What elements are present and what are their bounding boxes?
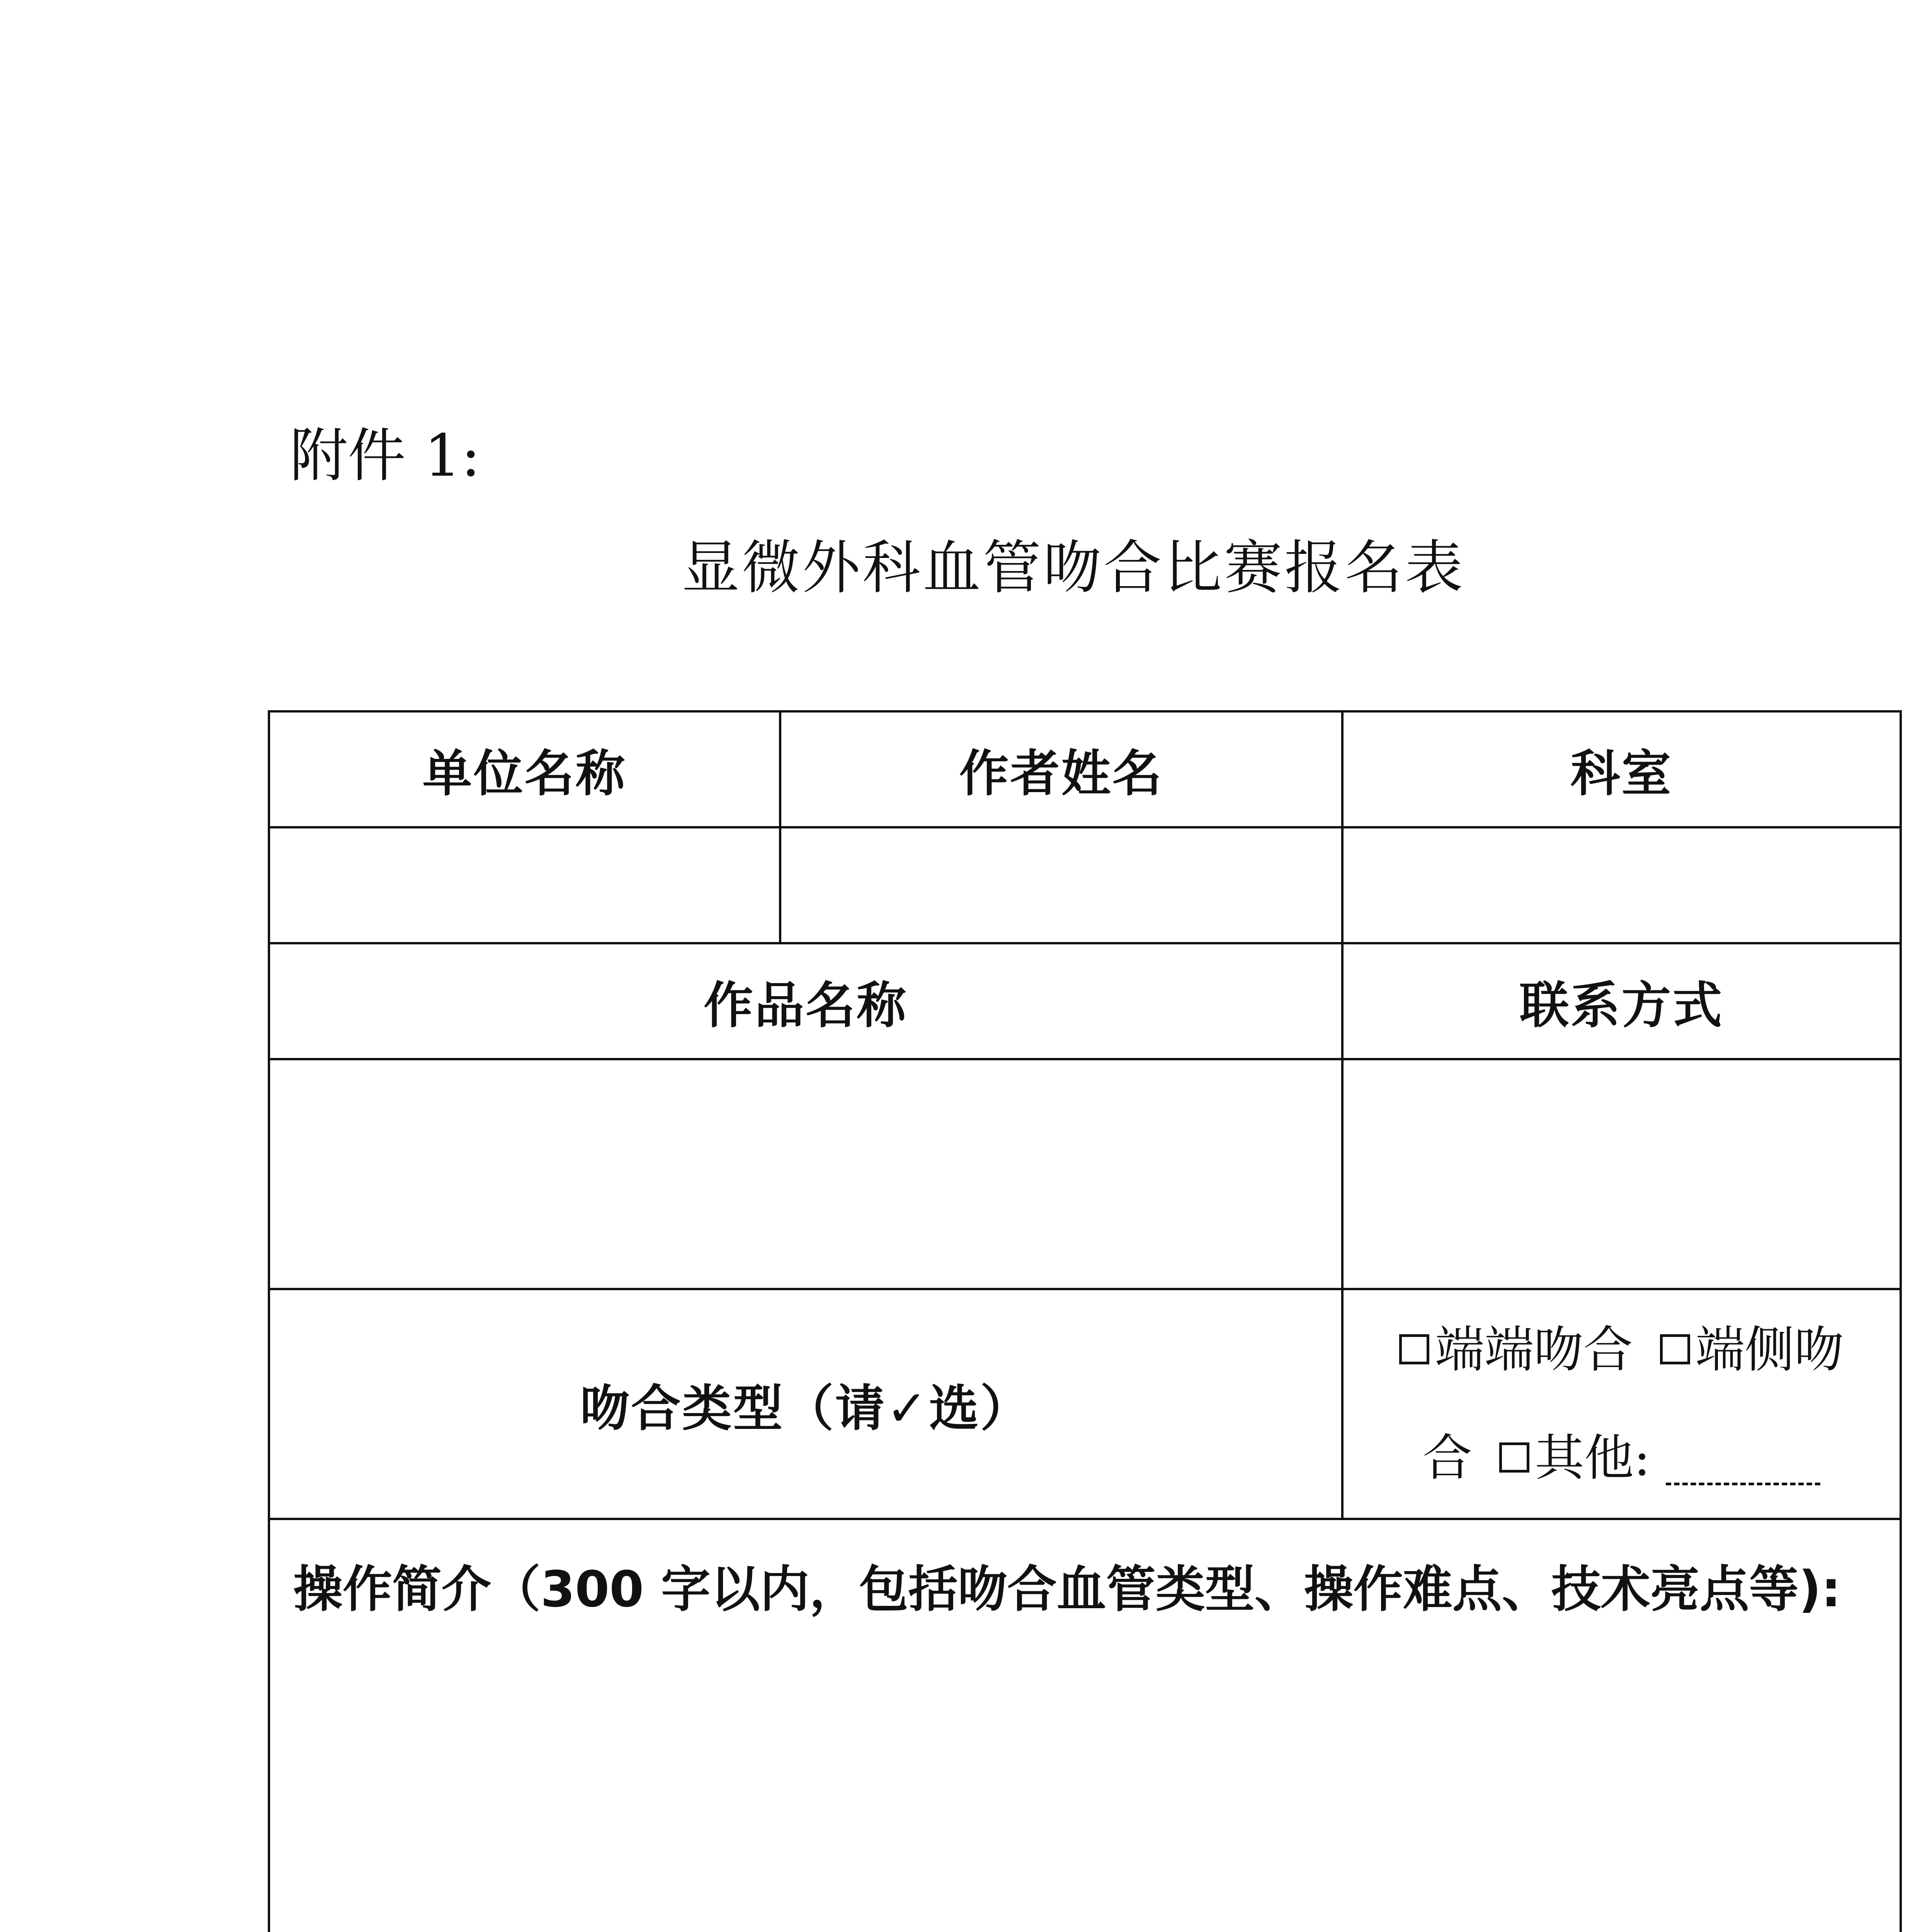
- other-checkbox[interactable]: [1499, 1442, 1529, 1473]
- work-title-header: 作品名称: [269, 943, 1342, 1059]
- anastomosis-type-label: 吻合类型（请✓选）: [269, 1289, 1342, 1519]
- contact-field[interactable]: [1342, 1059, 1901, 1289]
- end-to-side-checkbox[interactable]: [1660, 1334, 1690, 1364]
- end-to-side-label-part2: 合: [1422, 1429, 1472, 1487]
- description-label: 操作简介（300 字以内，包括吻合血管类型、操作难点、技术亮点等):: [293, 1561, 1841, 1618]
- end-to-side-label-part1: 端侧吻: [1695, 1321, 1844, 1379]
- end-to-end-label: 端端吻合: [1435, 1321, 1633, 1379]
- description-row: [269, 1519, 1901, 1932]
- unit-name-field[interactable]: [269, 827, 780, 943]
- other-fill-in-line[interactable]: [1666, 1444, 1820, 1485]
- work-header-row: [269, 943, 1901, 1059]
- author-name-header: 作者姓名: [780, 711, 1342, 827]
- unit-name-header: 单位名称: [269, 711, 780, 827]
- basic-info-input-row: [269, 827, 1901, 943]
- work-title-field[interactable]: [269, 1059, 1342, 1289]
- form-title: 显微外科血管吻合比赛报名表: [681, 534, 1465, 602]
- description-field[interactable]: [269, 1519, 1901, 1932]
- header-row: [269, 711, 1901, 827]
- annex-label: 附件 1:: [290, 422, 481, 490]
- options-line-2: [1344, 1404, 1900, 1512]
- end-to-end-checkbox[interactable]: [1399, 1334, 1429, 1364]
- contact-header: 联系方式: [1342, 943, 1901, 1059]
- work-input-row: [269, 1059, 1901, 1289]
- department-field[interactable]: [1342, 827, 1901, 943]
- anastomosis-type-row: [269, 1289, 1901, 1519]
- anastomosis-type-options: [1342, 1289, 1901, 1519]
- author-name-field[interactable]: [780, 827, 1342, 943]
- department-header: 科室: [1342, 711, 1901, 827]
- other-label: 其他:: [1534, 1429, 1651, 1487]
- registration-form-table: [268, 710, 1902, 1932]
- options-line-1: [1344, 1296, 1900, 1404]
